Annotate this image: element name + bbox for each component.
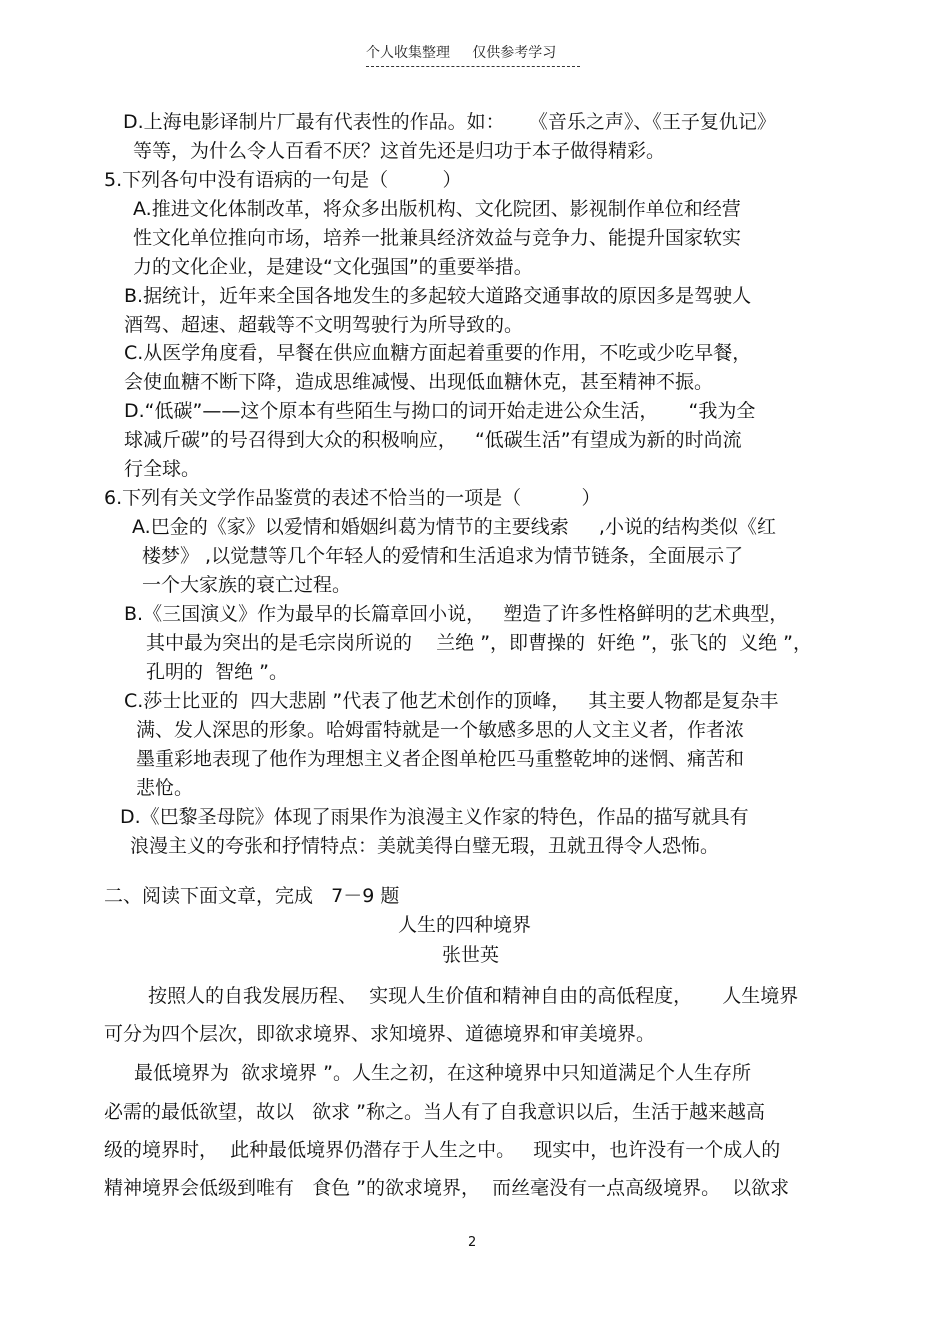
q5-option-c-line-2: 会使血糖不断下降，造成思维减慢、出现低血糖休克，甚至精神不振。	[124, 371, 714, 393]
header-rule	[366, 66, 580, 67]
q6-option-a-line-3: 一个大家族的衰亡过程。	[142, 574, 352, 596]
option-d-line-2: 等等，为什么令人百看不厌？这首先还是归功于本子做得精彩。	[133, 140, 666, 162]
article-author: 张世英	[442, 944, 500, 966]
page-number: 2	[468, 1235, 477, 1250]
q6-option-c-line-1: C.莎士比亚的 四大悲剧 ”代表了他艺术创作的顶峰， 其主要人物都是复杂丰	[124, 690, 779, 712]
q6-option-d-line-1: D.《巴黎圣母院》体现了雨果作为浪漫主义作家的特色，作品的描写就具有	[120, 806, 749, 828]
page-header: 个人收集整理 仅供参考学习	[366, 45, 557, 61]
q6-option-c-line-4: 悲怆。	[136, 777, 194, 799]
q5-option-a-line-1: A.推进文化体制改革，将众多出版机构、文化院团、影视制作单位和经营	[133, 198, 741, 220]
q5-option-d-line-3: 行全球。	[124, 458, 201, 480]
paragraph-1-line-2: 可分为四个层次，即欲求境界、求知境界、道德境界和审美境界。	[104, 1023, 656, 1045]
option-d-line-1: D.上海电影译制片厂最有代表性的作品。如： 《音乐之声》、《王子复仇记》	[123, 111, 776, 133]
q6-option-a-line-2: 楼梦》 ,以觉慧等几个年轻人的爱情和生活追求为情节链条，全面展示了	[142, 545, 744, 567]
q5-option-d-line-1: D.“低碳”——这个原本有些陌生与拗口的词开始走进公众生活， “我为全	[124, 400, 756, 422]
q5-option-d-line-2: 球减斤碳”的号召得到大众的积极响应， “低碳生活”有望成为新的时尚流	[124, 429, 742, 451]
article-title: 人生的四种境界	[398, 914, 532, 936]
q6-option-a-line-1: A.巴金的《家》以爱情和婚姻纠葛为情节的主要线索 ,小说的结构类似《红	[132, 516, 776, 538]
q6-option-c-line-2: 满、发人深思的形象。哈姆雷特就是一个敏感多思的人文主义者，作者浓	[136, 719, 745, 741]
question-5: 5.下列各句中没有语病的一句是（ ）	[104, 169, 462, 191]
q5-option-a-line-2: 性文化单位推向市场，培养一批兼具经济效益与竞争力、能提升国家软实	[133, 227, 742, 249]
q6-option-c-line-3: 墨重彩地表现了他作为理想主义者企图单枪匹马重整乾坤的迷惘、痛苦和	[136, 748, 745, 770]
paragraph-2-line-4: 精神境界会低级到唯有 食色 ”的欲求境界， 而丝毫没有一点高级境界。 以欲求	[104, 1177, 790, 1199]
q6-option-b-line-2: 其中最为突出的是毛宗岗所说的 兰绝 ”，即曹操的 奸绝 ”，张飞的 义绝 ”，	[146, 632, 812, 654]
q5-option-a-line-3: 力的文化企业，是建设“文化强国”的重要举措。	[133, 256, 533, 278]
q5-option-c-line-1: C.从医学角度看，早餐在供应血糖方面起着重要的作用，不吃或少吃早餐，	[124, 342, 752, 364]
paragraph-2-line-3: 级的境界时， 此种最低境界仍潜存于人生之中。 现实中，也许没有一个成人的	[104, 1139, 781, 1161]
section-heading: 二、阅读下面文章，完成 7－9 题	[104, 885, 400, 907]
question-6: 6.下列有关文学作品鉴赏的表述不恰当的一项是（ ）	[104, 487, 601, 509]
q6-option-b-line-1: B.《三国演义》作为最早的长篇章回小说， 塑造了许多性格鲜明的艺术典型，	[124, 603, 789, 625]
paragraph-2-line-2: 必需的最低欲望，故以 欲求 ”称之。当人有了自我意识以后，生活于越来越高	[104, 1101, 766, 1123]
paragraph-1-line-1: 按照人的自我发展历程、 实现人生价值和精神自由的高低程度， 人生境界	[148, 985, 799, 1007]
q5-option-b-line-1: B.据统计，近年来全国各地发生的多起较大道路交通事故的原因多是驾驶人	[124, 285, 752, 307]
q6-option-b-line-3: 孔明的 智绝 ”。	[146, 661, 288, 683]
paragraph-2-line-1: 最低境界为 欲求境界 ”。人生之初，在这种境界中只知道满足个人生存所	[134, 1062, 751, 1084]
q6-option-d-line-2: 浪漫主义的夸张和抒情特点：美就美得白璧无瑕，丑就丑得令人恐怖。	[130, 835, 720, 857]
q5-option-b-line-2: 酒驾、超速、超载等不文明驾驶行为所导致的。	[124, 314, 524, 336]
